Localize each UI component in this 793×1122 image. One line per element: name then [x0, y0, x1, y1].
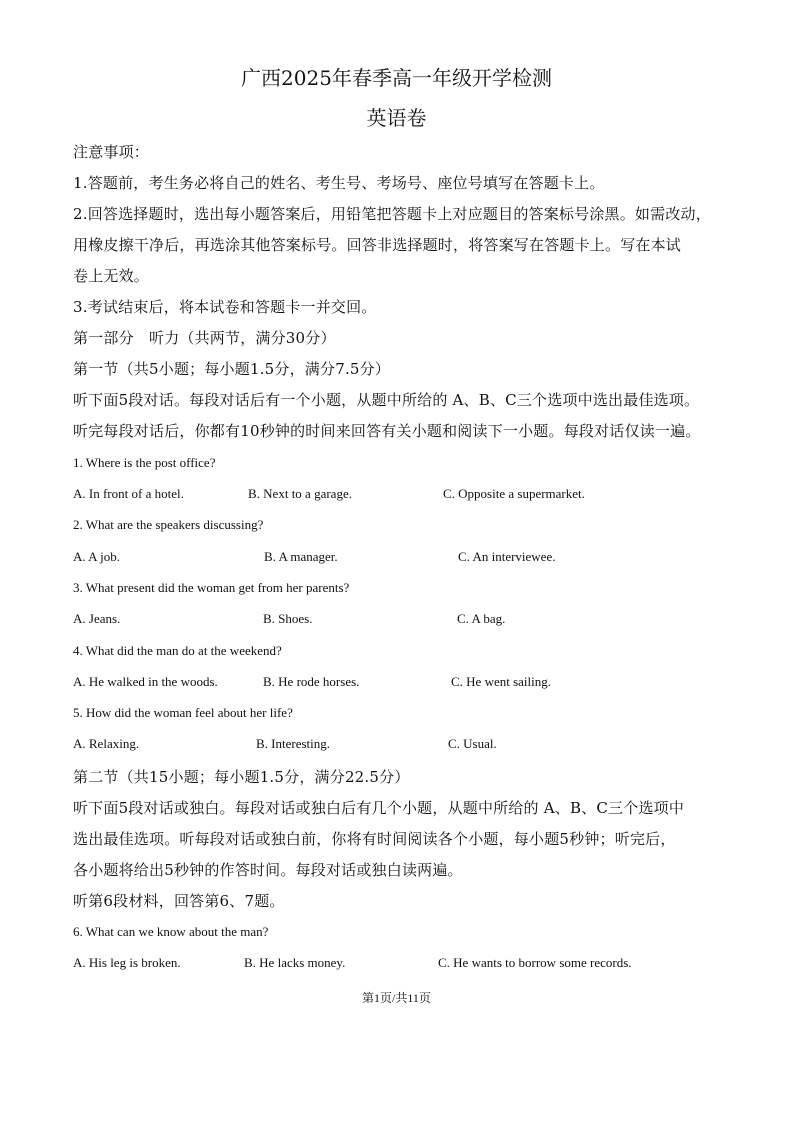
- notice-item-3: 3.考试结束后，将本试卷和答题卡一并交回。: [73, 298, 377, 316]
- material-6-instruction: 听第6段材料，回答第6、7题。: [73, 892, 285, 910]
- section2-instruction-line-3: 各小题将给出5秒钟的作答时间。每段对话或独白读两遍。: [73, 861, 463, 879]
- notice-item-2-line-2: 用橡皮擦干净后，再选涂其他答案标号。回答非选择题时，将答案写在答题卡上。写在本试: [73, 236, 682, 254]
- question-4-option-b: B. He rode horses.: [263, 674, 360, 689]
- question-1-option-b: B. Next to a garage.: [248, 486, 352, 501]
- question-1-option-c: C. Opposite a supermarket.: [443, 486, 585, 501]
- question-3-option-c: C. A bag.: [457, 611, 506, 626]
- question-6-option-b: B. He lacks money.: [244, 955, 346, 970]
- notice-item-2-line-1: 2.回答选择题时，选出每小题答案后，用铅笔把答题卡上对应题目的答案标号涂黑。如需改动，: [73, 205, 711, 223]
- question-3: 3. What present did the woman get from her parents?: [73, 580, 350, 595]
- question-1-option-a: A. In front of a hotel.: [73, 486, 184, 501]
- page-number: 第1页/共11页: [362, 991, 431, 1005]
- question-4: 4. What did the man do at the weekend?: [73, 643, 282, 658]
- notice-item-1: 1.答题前，考生务必将自己的姓名、考生号、考场号、座位号填写在答题卡上。: [73, 174, 605, 192]
- question-4-option-a: A. He walked in the woods.: [73, 674, 218, 689]
- section1-heading: 第一节（共5小题；每小题1.5分，满分7.5分）: [73, 360, 391, 378]
- exam-subtitle: 英语卷: [366, 106, 427, 130]
- question-3-option-b: B. Shoes.: [263, 611, 313, 626]
- question-6: 6. What can we know about the man?: [73, 924, 269, 939]
- question-2-option-a: A. A job.: [73, 549, 120, 564]
- question-5: 5. How did the woman feel about her life?: [73, 705, 293, 720]
- question-6-option-a: A. His leg is broken.: [73, 955, 181, 970]
- question-2-option-c: C. An interviewee.: [458, 549, 556, 564]
- notice-item-2-line-3: 卷上无效。: [73, 267, 150, 285]
- part1-heading: 第一部分 听力（共两节，满分30分）: [73, 329, 336, 347]
- question-5-option-b: B. Interesting.: [256, 736, 331, 751]
- question-4-option-c: C. He went sailing.: [451, 674, 552, 689]
- question-1: 1. Where is the post office?: [73, 455, 216, 470]
- question-2-option-b: B. A manager.: [264, 549, 338, 564]
- question-5-option-a: A. Relaxing.: [73, 736, 140, 751]
- question-6-option-c: C. He wants to borrow some records.: [438, 955, 632, 970]
- section1-instruction-line-2: 听完每段对话后，你都有10秒钟的时间来回答有关小题和阅读下一小题。每段对话仅读一遍。: [73, 422, 701, 440]
- section2-heading: 第二节（共15小题；每小题1.5分，满分22.5分）: [73, 768, 410, 786]
- question-5-option-c: C. Usual.: [448, 736, 497, 751]
- section2-instruction-line-1: 听下面5段对话或独白。每段对话或独白后有几个小题，从题中所给的 A、B、C三个选项中: [73, 799, 685, 817]
- notice-heading: 注意事项：: [73, 143, 150, 161]
- section2-instruction-line-2: 选出最佳选项。听每段对话或独白前，你将有时间阅读各个小题，每小题5秒钟；听完后，: [73, 830, 676, 848]
- question-3-option-a: A. Jeans.: [73, 611, 121, 626]
- section1-instruction-line-1: 听下面5段对话。每段对话后有一个小题，从题中所给的 A、B、C三个选项中选出最佳选项。: [73, 391, 700, 409]
- exam-title: 广西2025年春季高一年级开学检测: [241, 66, 552, 90]
- question-2: 2. What are the speakers discussing?: [73, 517, 264, 532]
